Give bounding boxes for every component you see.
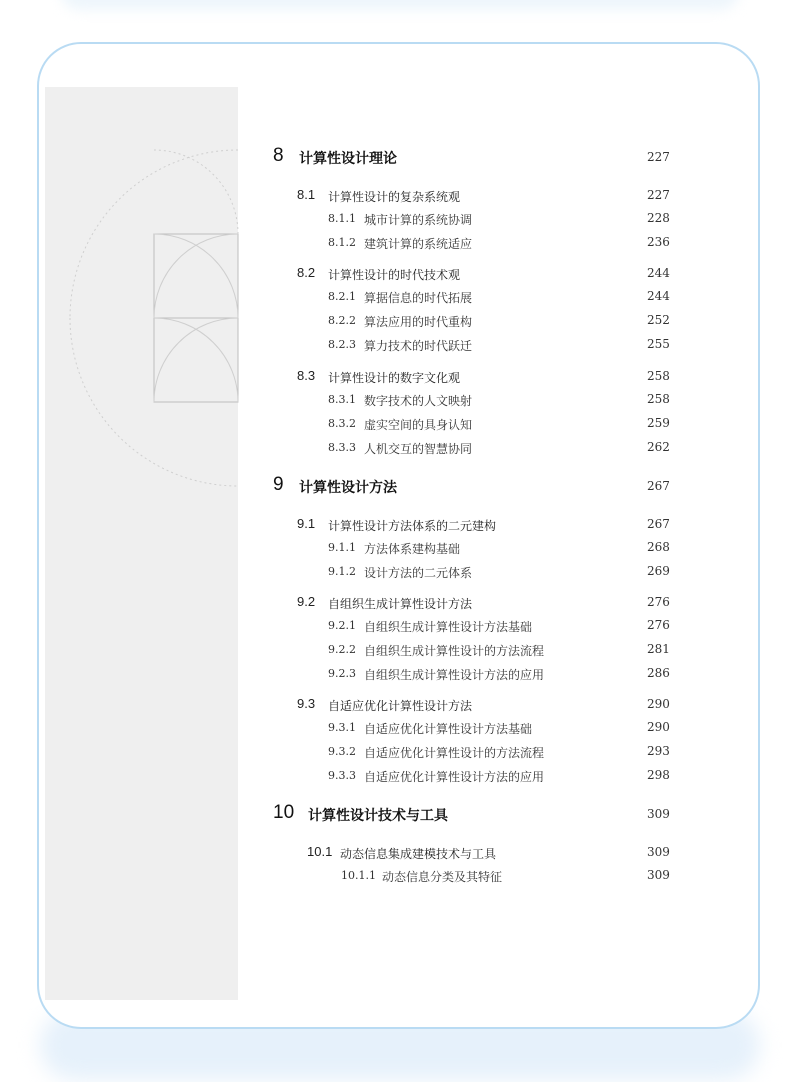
toc-number: 10.1.1 [341, 869, 376, 882]
toc-title: 动态信息集成建模技术与工具 [340, 847, 497, 861]
toc-number: 9.3.2 [328, 745, 356, 758]
toc-page-number: 309 [647, 868, 670, 882]
toc-page-number: 268 [647, 540, 670, 554]
toc-title: 算力技术的时代跃迁 [364, 339, 473, 353]
toc-title: 计算性设计方法 [299, 480, 397, 496]
toc-number: 9.2.1 [328, 619, 356, 632]
toc-title: 虚实空间的具身认知 [364, 418, 473, 432]
toc-number: 10.1 [307, 844, 333, 859]
toc-title: 算据信息的时代拓展 [364, 291, 473, 305]
toc-title: 算法应用的时代重构 [364, 315, 473, 329]
toc-title: 人机交互的智慧协同 [364, 442, 473, 456]
toc-page-number: 258 [647, 369, 670, 383]
toc-title: 动态信息分类及其特征 [382, 870, 503, 884]
toc-page-number: 276 [647, 595, 670, 609]
toc-page-number: 244 [647, 289, 670, 303]
toc-title: 自适应优化计算性设计方法的应用 [364, 770, 545, 784]
toc-number: 9.3.3 [328, 769, 356, 782]
toc-title: 设计方法的二元体系 [364, 566, 473, 580]
toc-page-number: 228 [647, 211, 670, 225]
toc-number: 9.2 [297, 594, 316, 609]
toc-title: 建筑计算的系统适应 [364, 237, 473, 251]
toc-page-number: 267 [647, 479, 670, 493]
toc-title: 自适应优化计算性设计的方法流程 [364, 746, 545, 760]
toc-number: 9.1.2 [328, 565, 356, 578]
toc-number: 9.1 [297, 516, 316, 531]
toc-page-number: 269 [647, 564, 670, 578]
toc-title: 自适应优化计算性设计方法基础 [364, 722, 533, 736]
toc-page-number: 252 [647, 313, 670, 327]
toc-title: 城市计算的系统协调 [364, 213, 473, 227]
toc-number: 8.2 [297, 265, 316, 280]
toc-title: 自组织生成计算性设计方法 [328, 597, 473, 611]
toc-page-number: 309 [647, 845, 670, 859]
toc-number: 8.1.2 [328, 236, 356, 249]
toc-number: 8.2.2 [328, 314, 356, 327]
toc-page-number: 286 [647, 666, 670, 680]
toc-page-number: 298 [647, 768, 670, 782]
toc-page-number: 290 [647, 697, 670, 711]
toc-page-number: 258 [647, 392, 670, 406]
toc-number: 8.1.1 [328, 212, 356, 225]
toc-page-number: 309 [647, 807, 670, 821]
toc-number: 8.3 [297, 368, 316, 383]
toc-number: 9.3.1 [328, 721, 356, 734]
toc-number: 8.1 [297, 187, 316, 202]
toc-page-number: 281 [647, 642, 670, 656]
toc-title: 计算性设计技术与工具 [308, 808, 448, 824]
toc-number: 8 [273, 145, 284, 166]
toc-title: 计算性设计理论 [299, 151, 397, 167]
toc-number: 9.2.3 [328, 667, 356, 680]
toc-title: 计算性设计的复杂系统观 [328, 190, 461, 204]
toc-number: 9 [273, 474, 284, 495]
toc-page-number: 290 [647, 720, 670, 734]
toc-page-number: 262 [647, 440, 670, 454]
toc-number: 9.2.2 [328, 643, 356, 656]
toc-title: 自适应优化计算性设计方法 [328, 699, 473, 713]
toc-page-number: 255 [647, 337, 670, 351]
toc-number: 9.3 [297, 696, 316, 711]
toc-page-number: 259 [647, 416, 670, 430]
toc-number: 8.2.1 [328, 290, 356, 303]
toc-title: 自组织生成计算性设计的方法流程 [364, 644, 545, 658]
toc-number: 8.2.3 [328, 338, 356, 351]
toc-page-number: 227 [647, 188, 670, 202]
toc-page-number: 267 [647, 517, 670, 531]
toc-page-number: 227 [647, 150, 670, 164]
toc-title: 计算性设计的数字文化观 [328, 371, 461, 385]
toc-title: 方法体系建构基础 [364, 542, 461, 556]
toc-page-number: 244 [647, 266, 670, 280]
toc-title: 计算性设计的时代技术观 [328, 268, 461, 282]
toc-page-number: 293 [647, 744, 670, 758]
toc-number: 9.1.1 [328, 541, 356, 554]
toc-page-number: 236 [647, 235, 670, 249]
toc-title: 自组织生成计算性设计方法基础 [364, 620, 533, 634]
toc-number: 8.3.2 [328, 417, 356, 430]
toc-title: 数字技术的人文映射 [364, 394, 473, 408]
toc-title: 自组织生成计算性设计方法的应用 [364, 668, 545, 682]
toc-page-number: 276 [647, 618, 670, 632]
toc-number: 10 [273, 802, 295, 823]
toc-number: 8.3.3 [328, 441, 356, 454]
toc-title: 计算性设计方法体系的二元建构 [328, 519, 497, 533]
toc-number: 8.3.1 [328, 393, 356, 406]
